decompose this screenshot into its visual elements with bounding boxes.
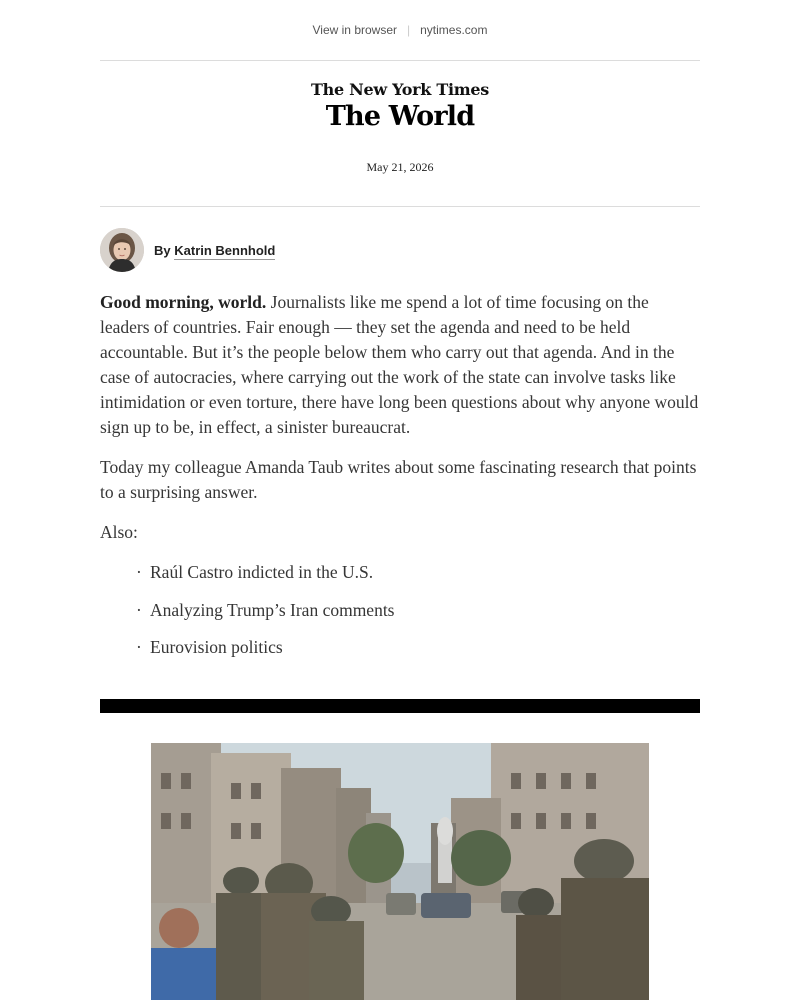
list-item: · Eurovision politics (136, 635, 700, 660)
top-divider (100, 60, 700, 61)
also-label: Also: (100, 522, 138, 542)
issue-date: May 21, 2026 (366, 160, 434, 174)
view-in-browser-link[interactable]: View in browser (312, 23, 397, 37)
nyt-logo[interactable]: The New York Times (311, 80, 489, 99)
author-avatar (100, 228, 144, 272)
article-photo[interactable] (151, 743, 649, 1000)
list-item: · Analyzing Trump’s Iran comments (136, 598, 700, 623)
newsletter-title: The World (325, 101, 475, 132)
also-list (100, 560, 700, 660)
masthead-divider (100, 206, 700, 207)
intro-text: Journalists like me spend a lot of time focusing on the leaders of countries. Fair enough — they set the agenda and need to be held accountable. But it’s the people below them who carry out that agenda. And in the case of autocracies, where carrying out the work of the state can involve tasks like intimidation or even torture, there have long been questions about why anyone would sign up to be, in effect, a sinister bureaucrat. (100, 292, 699, 437)
top-links-bar (0, 0, 800, 60)
article-body (100, 290, 700, 673)
byline-prefix: By (154, 242, 171, 258)
list-item: · Raúl Castro indicted in the U.S. (136, 560, 700, 585)
byline (100, 228, 275, 272)
section-divider-bar (100, 699, 700, 713)
byline-text (154, 243, 275, 258)
second-paragraph: Today my colleague Amanda Taub writes about some fascinating research that points to a surprising answer. (100, 457, 697, 502)
intro-paragraph (100, 290, 700, 440)
nytimes-link[interactable]: nytimes.com (420, 23, 488, 37)
masthead (0, 80, 800, 132)
link-separator: | (407, 23, 411, 37)
author-link[interactable]: Katrin Bennhold (174, 242, 276, 258)
greeting: Good morning, world. (100, 292, 267, 312)
